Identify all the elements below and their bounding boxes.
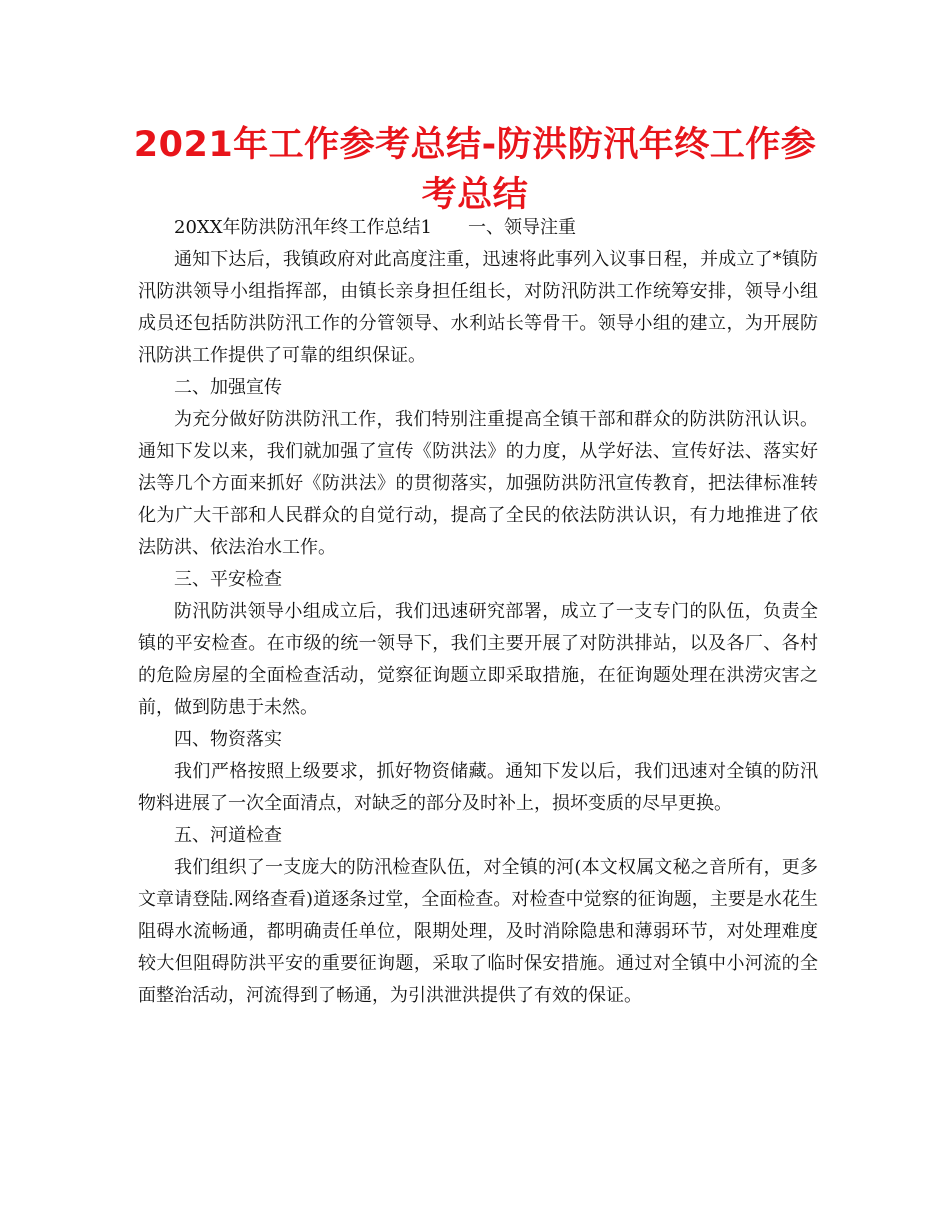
section-heading-5: 五、河道检查 [174, 825, 282, 846]
section-heading-2: 二、加强宣传 [174, 377, 282, 398]
intro-line [138, 212, 818, 244]
paragraph-4: 我们严格按照上级要求，抓好物资储藏。通知下发以后，我们迅速对全镇的防汛物料进展了一次全面清点，对缺乏的部分及时补上，损坏变质的尽早更换。 [138, 761, 818, 814]
section-heading-4: 四、物资落实 [174, 729, 282, 750]
section-heading-3: 三、平安检查 [174, 569, 282, 590]
document-title: 2021年工作参考总结-防洪防汛年终工作参考总结 [133, 125, 817, 215]
paragraph-1: 通知下达后，我镇政府对此高度注重，迅速将此事列入议事日程，并成立了*镇防汛防洪领导小组指挥部，由镇长亲身担任组长，对防汛防洪工作统筹安排，领导小组成员还包括防洪防汛工作的分管领导、水利站长等骨干。领导小组的建立，为开展防汛防洪工作提供了可靠的组织保证。 [138, 249, 818, 366]
paragraph-2: 为充分做好防洪防汛工作，我们特别注重提高全镇干部和群众的防洪防汛认识。通知下发以来，我们就加强了宣传《防洪法》的力度，从学好法、宣传好法、落实好法等几个方面来抓好《防洪法》的贯彻落实，加强防洪防汛宣传教育，把法律标准转化为广大干部和人民群众的自觉行动，提高了全民的依法防洪认识，有力地推进了依法防洪、依法治水工作。 [138, 409, 818, 558]
paragraph-5: 我们组织了一支庞大的防汛检查队伍，对全镇的河(本文权属文秘之音所有，更多文章请登陆.网络查看)道逐条过堂，全面检查。对检查中觉察的征询题，主要是水花生阻碍水流畅通，都明确责任单位，限期处理，及时消除隐患和薄弱环节，对处理难度较大但阻碍防洪平安的重要征询题，采取了临时保安措施。通过对全镇中小河流的全面整治活动，河流得到了畅通，为引洪泄洪提供了有效的保证。 [138, 857, 818, 1006]
intro-doc-name: 20XX年防洪防汛年终工作总结1 [174, 217, 432, 238]
document-body [138, 212, 818, 1012]
section-heading-1: 一、领导注重 [467, 217, 576, 238]
paragraph-3: 防汛防洪领导小组成立后，我们迅速研究部署，成立了一支专门的队伍，负责全镇的平安检查。在市级的统一领导下，我们主要开展了对防洪排站，以及各厂、各村的危险房屋的全面检查活动，觉察征询题立即采取措施，在征询题处理在洪涝灾害之前，做到防患于未然。 [138, 601, 818, 718]
